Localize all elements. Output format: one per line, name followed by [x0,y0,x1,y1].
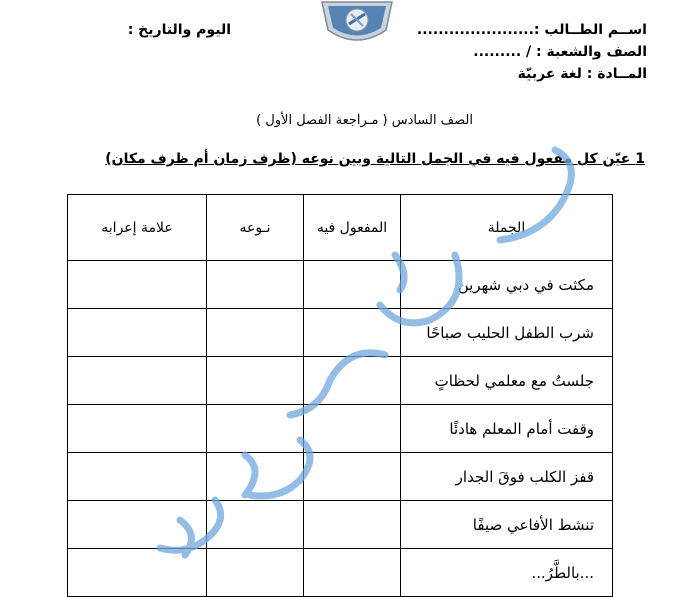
type-answer-cell[interactable] [207,261,304,309]
type-answer-cell[interactable] [207,309,304,357]
school-logo [316,0,398,46]
mark-answer-cell[interactable] [68,309,207,357]
header-object: المفعول فيه [304,195,401,261]
table-row [68,309,613,357]
type-answer-cell[interactable] [207,453,304,501]
table-header-row [68,195,613,261]
review-title: الصف السادس ( مـراجعة الفصل الأول ) [256,113,473,128]
question-1: 1 عيّن كل مفعول فيه في الجمل التالية وبين نوعه (ظرف زمان أم ظرف مكان) [105,151,645,167]
type-answer-cell[interactable] [207,549,304,597]
mark-answer-cell[interactable] [68,549,207,597]
header-mark: علامة إعرابه [68,195,207,261]
mark-answer-cell[interactable] [68,261,207,309]
sentence-cell: ...بالطَّرُ... [401,549,613,597]
sentence-cell: قفز الكلب فوقَ الجدار [401,453,613,501]
object-answer-cell[interactable] [304,261,401,309]
object-answer-cell[interactable] [304,501,401,549]
sentence-cell: مكثت في دبي شهرين [401,261,613,309]
object-answer-cell[interactable] [304,357,401,405]
table-row [68,405,613,453]
mark-answer-cell[interactable] [68,501,207,549]
table-row [68,501,613,549]
object-answer-cell[interactable] [304,309,401,357]
sentence-cell: تنشط الأفاعي صيفًا [401,501,613,549]
class-section-field: الصف والشعبة : / ......... [473,44,647,60]
object-answer-cell[interactable] [304,549,401,597]
student-name-field: اســم الطــالب :...................... [416,22,647,38]
subject-field: المــادة : لغة عربيّة [517,66,647,82]
mark-answer-cell[interactable] [68,357,207,405]
type-answer-cell[interactable] [207,357,304,405]
mark-answer-cell[interactable] [68,405,207,453]
header-sentence: الجملة [401,195,613,261]
sentence-cell: شرب الطفل الحليب صباحًا [401,309,613,357]
table-row [68,261,613,309]
object-answer-cell[interactable] [304,453,401,501]
table-row [68,549,613,597]
table-row [68,453,613,501]
day-date-field: اليوم والتاريخ : [127,22,231,38]
type-answer-cell[interactable] [207,501,304,549]
mark-answer-cell[interactable] [68,453,207,501]
sentence-cell: جلستُ مع معلمي لحظاتٍ [401,357,613,405]
exercise-table [67,194,613,597]
object-answer-cell[interactable] [304,405,401,453]
sentence-cell: وقفت أمام المعلم هادئًا [401,405,613,453]
header-type: نـوعه [207,195,304,261]
table-row [68,357,613,405]
type-answer-cell[interactable] [207,405,304,453]
